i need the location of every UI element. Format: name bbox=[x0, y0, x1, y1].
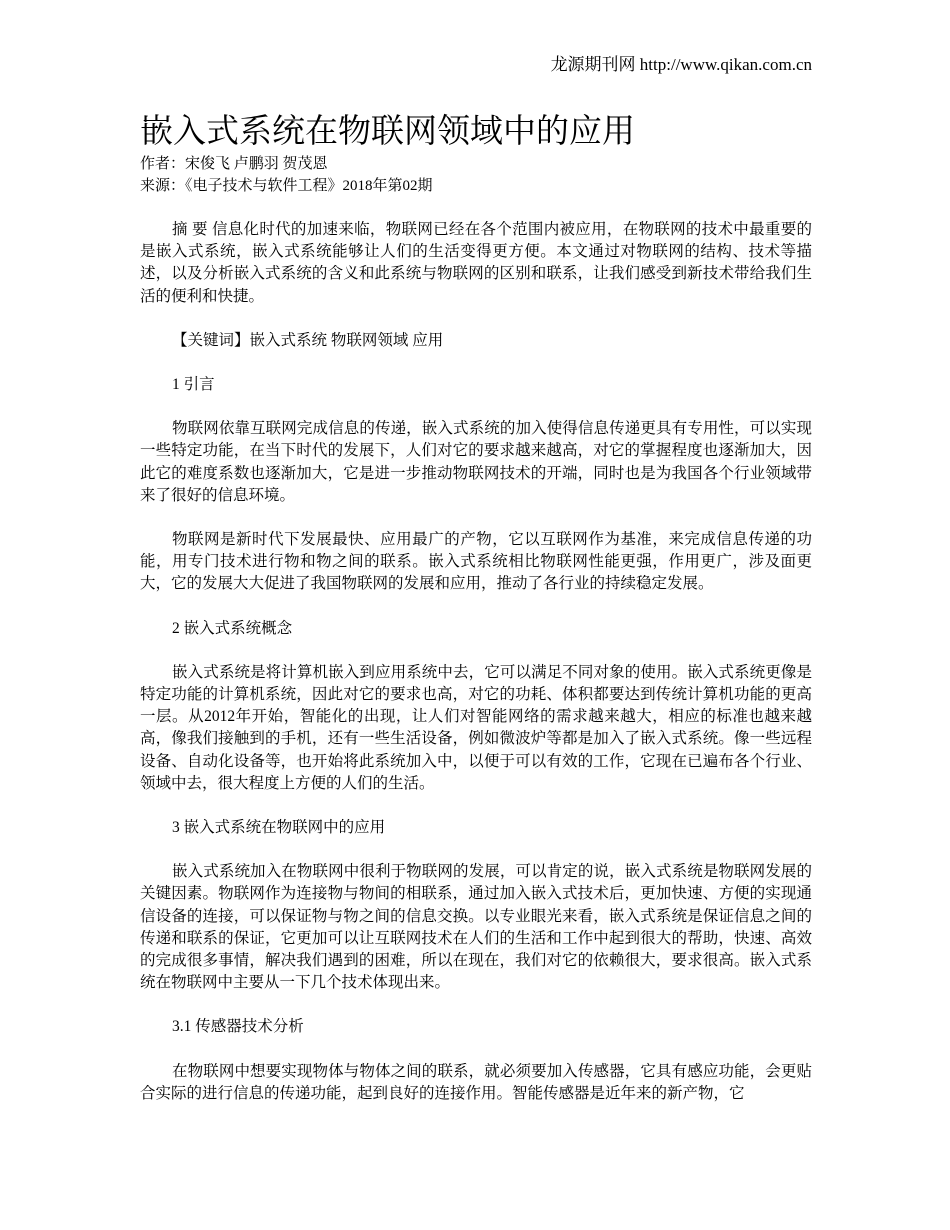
article-source: 来源：《电子技术与软件工程》2018年第02期 bbox=[140, 178, 433, 194]
article-title: 嵌入式系统在物联网领域中的应用 bbox=[140, 114, 635, 150]
body-paragraph: 在物联网中想要实现物体与物体之间的联系，就必须要加入传感器，它具有感应功能，会更贴合实际的进行信息的传递功能，起到良好的连接作用。智能传感器是近年来的新产物，它 bbox=[140, 1062, 812, 1102]
article-body bbox=[140, 219, 812, 1127]
abstract-paragraph: 摘 要 信息化时代的加速来临，物联网已经在各个范围内被应用，在物联网的技术中最重要的是嵌入式系统，嵌入式系统能够让人们的生活变得更方便。本文通过对物联网的结构、技术等描述，以及分析嵌入式系统的含义和此系统与物联网的区别和联系，让我们感受到新技术带给我们生活的便利和快捷。 bbox=[140, 221, 812, 305]
body-paragraph: 物联网依靠互联网完成信息的传递，嵌入式系统的加入使得信息传递更具有专用性，可以实现一些特定功能，在当下时代的发展下，人们对它的要求越来越高，对它的掌握程度也逐渐加大，因此它的难度系数也逐渐加大，它是进一步推动物联网技术的开端，同时也是为我国各个行业领域带来了很好的信息环境。 bbox=[140, 420, 812, 504]
section-heading-3: 3 嵌入式系统在物联网中的应用 bbox=[172, 819, 386, 837]
section-heading-3-1: 3.1 传感器技术分析 bbox=[172, 1018, 304, 1036]
keywords-line: 【关键词】嵌入式系统 物联网领域 应用 bbox=[172, 331, 444, 349]
section-heading-1: 1 引言 bbox=[172, 376, 215, 394]
body-paragraph: 嵌入式系统加入在物联网中很利于物联网的发展，可以肯定的说，嵌入式系统是物联网发展的关键因素。物联网作为连接物与物间的相联系，通过加入嵌入式技术后，更加快速、方便的实现通信设备的连接，可以保证物与物之间的信息交换。以专业眼光来看，嵌入式系统是保证信息之间的传递和联系的保证，它更加可以让互联网技术在人们的生活和工作中起到很大的帮助，快速、高效的完成很多事情，解决我们遇到的困难，所以在现在，我们对它的依赖很大，要求很高。嵌入式系统在物联网中主要从一下几个技术体现出来。 bbox=[140, 863, 812, 992]
body-paragraph: 物联网是新时代下发展最快、应用最广的产物，它以互联网作为基准，来完成信息传递的功能，用专门技术进行物和物之间的联系。嵌入式系统相比物联网性能更强，作用更广，涉及面更大，它的发展大大促进了我国物联网的发展和应用，推动了各行业的持续稳定发展。 bbox=[140, 531, 812, 593]
article-authors: 作者：宋俊飞 卢鹏羽 贺茂恩 bbox=[140, 156, 328, 172]
site-header: 龙源期刊网 http://www.qikan.com.cn bbox=[550, 55, 812, 74]
body-paragraph: 嵌入式系统是将计算机嵌入到应用系统中去，它可以满足不同对象的使用。嵌入式系统更像是特定功能的计算机系统，因此对它的要求也高，对它的功耗、体积都要达到传统计算机功能的更高一层。从2012年开始，智能化的出现，让人们对智能网络的需求越来越大，相应的标准也越来越高，像我们接触到的手机，还有一些生活设备，例如微波炉等都是加入了嵌入式系统。像一些远程设备、自动化设备等，也开始将此系统加入中，以便于可以有效的工作，它现在已遍布各个行业、领域中去，很大程度上方便的人们的生活。 bbox=[140, 663, 812, 792]
section-heading-2: 2 嵌入式系统概念 bbox=[172, 619, 293, 637]
